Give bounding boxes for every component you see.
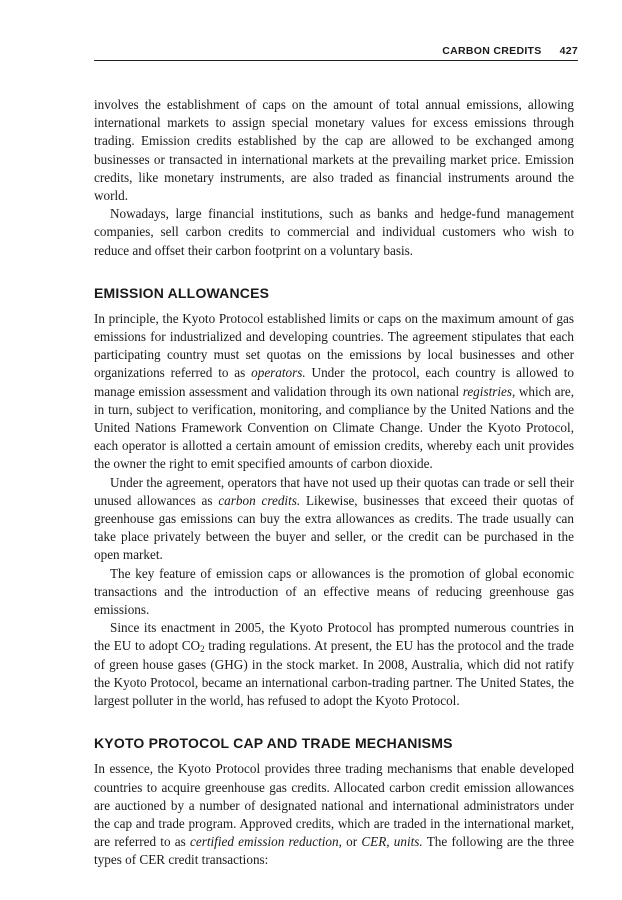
term-carbon-credits: carbon credits. xyxy=(218,492,301,508)
page-body xyxy=(94,96,574,870)
text-run: In principle, the Kyoto Protocol established limits or caps on the maximum amount of gas emissions for industrialized and developing countries. The agreement stipulates that each participating country must set quotas on the emissions by local businesses and other organizations referred to as xyxy=(94,310,574,381)
subscript-2: 2 xyxy=(200,644,205,655)
text-run: Under the agreement, operators that have not used up their quotas can trade or sell their unused allowances as xyxy=(94,474,574,508)
section-heading-emission-allowances: EMISSION ALLOWANCES xyxy=(94,284,270,301)
term-registries: registries, xyxy=(462,383,516,399)
text-run: , or xyxy=(338,834,362,850)
section1-paragraph-4 xyxy=(94,619,574,710)
intro-paragraph-1: involves the establishment of caps on the amount of total annual emissions, allowing international markets to assign special monetary values for excess emissions through trading. Emission credits established by the cap are allowed to be exchanged among businesses or transacted in international markets at the prevailing market price. Emission credits, like monetary instruments, are also traded as financial instruments around the world. xyxy=(94,97,574,204)
section1-paragraph-2 xyxy=(94,474,574,565)
text-run: Under the protocol, each country is allowed to manage emission assessment and validation through its own national xyxy=(94,365,574,399)
text-run: In essence, the Kyoto Protocol provides three trading mechanisms that enable developed countries to acquire greenhouse gas credits. Allocated carbon credit emission allowances are auctioned by a number of designated national and international administrators under the cap and trade program. Approved credits, which are traded in the international market, are referred to as xyxy=(94,761,574,850)
term-operators: operators. xyxy=(251,365,306,381)
text-run: Likewise, businesses that exceed their quotas of greenhouse gas emissions can buy the extra allowances as credits. The trade usually can take place privately between the buyer and seller, or the credit can be purchased in the open market. xyxy=(94,492,574,563)
section1-paragraph-3: The key feature of emission caps or allowances is the promotion of global economic transactions and the introduction of an effective means of reducing greenhouse gas emissions. xyxy=(94,565,574,618)
intro-paragraph-2: Nowadays, large financial institutions, such as banks and hedge-fund management companies, sell carbon credits to commercial and individual customers who wish to reduce and offset their carbon footprint on a voluntary basis. xyxy=(94,206,574,258)
section1-paragraph-1 xyxy=(94,310,574,474)
page-number: 427 xyxy=(559,45,578,57)
section2-paragraph-1 xyxy=(94,760,574,869)
term-cer-units: CER, units. xyxy=(361,834,423,850)
term-cer: certified emission reduction xyxy=(189,834,339,850)
text-run: trading regulations. At present, the EU has the protocol and the trade of green house gases (GHG) in the stock market. In 2008, Australia, which did not ratify the Kyoto Protocol, became an international carbon-trading partner. The United States, the largest polluter in the world, has refused to adopt the Kyoto Protocol. xyxy=(94,638,574,709)
running-title: CARBON CREDITS xyxy=(442,45,542,57)
running-head xyxy=(94,44,578,61)
section-heading-kyoto-cap-trade: KYOTO PROTOCOL CAP AND TRADE MECHANISMS xyxy=(94,735,453,752)
text-run: which are, in turn, subject to verification, monitoring, and compliance by the United Nations and the United Nations Framework Convention on Climate Change. Under the Kyoto Protocol, each operator is allotted a certain amount of emission credits, whereby each unit provides the owner the right to emit specified amounts of carbon dioxide. xyxy=(94,383,575,472)
text-run: The following are the three types of CER credit transactions: xyxy=(94,834,574,868)
text-run: Since its enactment in 2005, the Kyoto Protocol has prompted numerous countries in the EU to adopt CO xyxy=(94,620,574,654)
